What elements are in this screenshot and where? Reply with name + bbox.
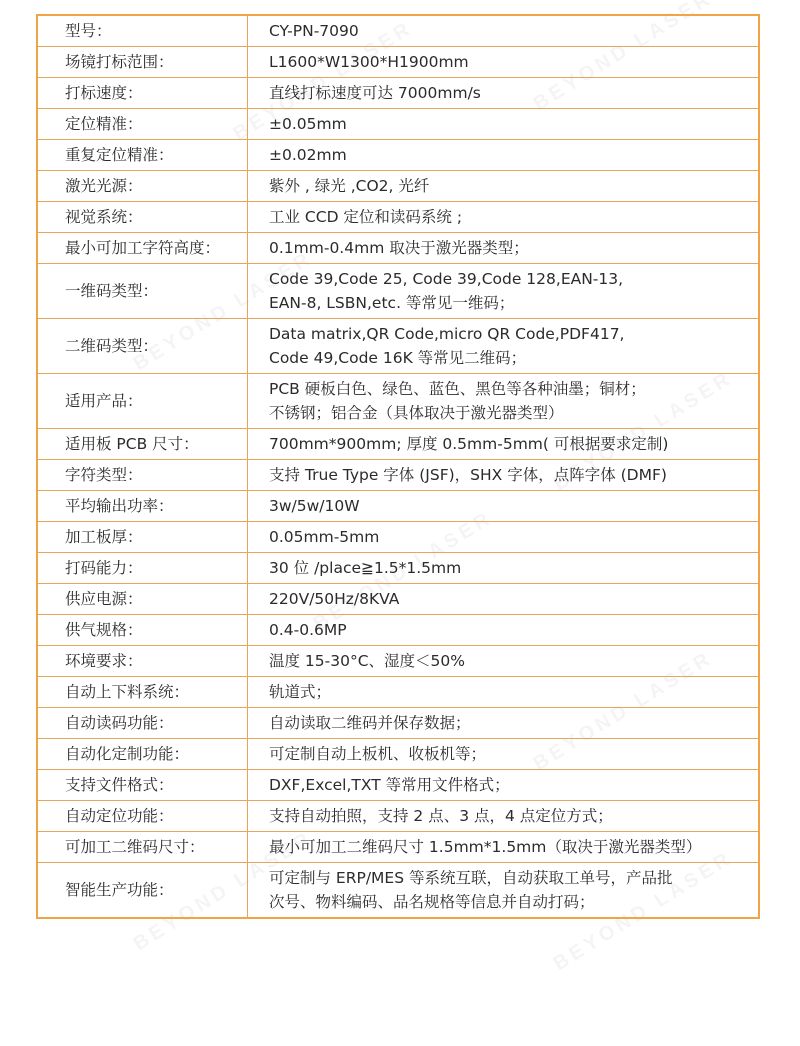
spec-row xyxy=(37,264,759,319)
spec-label: 供应电源： xyxy=(37,584,248,615)
spec-value xyxy=(248,615,760,646)
spec-label: 字符类型： xyxy=(37,460,248,491)
spec-value xyxy=(248,739,760,770)
spec-label: 型号： xyxy=(37,15,248,47)
spec-label: 激光光源： xyxy=(37,171,248,202)
spec-value-line: PCB 硬板白色、绿色、蓝色、黑色等各种油墨；铜材； xyxy=(269,380,646,398)
spec-value-line: 0.4-0.6MP xyxy=(269,621,347,639)
spec-row xyxy=(37,677,759,708)
spec-row xyxy=(37,584,759,615)
spec-value xyxy=(248,832,760,863)
spec-label: 支持文件格式： xyxy=(37,770,248,801)
spec-value xyxy=(248,140,760,171)
spec-value-line: 700mm*900mm; 厚度 0.5mm-5mm( 可根据要求定制) xyxy=(269,435,669,453)
spec-value-line: Code 39,Code 25, Code 39,Code 128,EAN-13, xyxy=(269,270,624,288)
spec-row xyxy=(37,429,759,460)
spec-value-line: 3w/5w/10W xyxy=(269,497,360,515)
spec-value xyxy=(248,109,760,140)
spec-row xyxy=(37,708,759,739)
spec-value xyxy=(248,460,760,491)
spec-row xyxy=(37,646,759,677)
spec-row xyxy=(37,171,759,202)
spec-value xyxy=(248,264,760,319)
spec-value xyxy=(248,863,760,919)
spec-label: 场镜打标范围： xyxy=(37,47,248,78)
spec-value-line: CY-PN-7090 xyxy=(269,22,359,40)
spec-value xyxy=(248,233,760,264)
spec-label: 定位精准： xyxy=(37,109,248,140)
spec-value-line: EAN-8, LSBN,etc. 等常见一维码； xyxy=(269,294,515,312)
spec-table xyxy=(36,14,760,919)
spec-label: 重复定位精准： xyxy=(37,140,248,171)
spec-value xyxy=(248,491,760,522)
spec-label: 自动上下料系统： xyxy=(37,677,248,708)
spec-label: 环境要求： xyxy=(37,646,248,677)
spec-value xyxy=(248,708,760,739)
spec-row xyxy=(37,233,759,264)
spec-value xyxy=(248,677,760,708)
spec-row xyxy=(37,319,759,374)
spec-value-line: 直线打标速度可达 7000mm/s xyxy=(269,84,481,102)
spec-row xyxy=(37,374,759,429)
spec-value-line: 220V/50Hz/8KVA xyxy=(269,590,400,608)
spec-value-line: 次号、物料编码、品名规格等信息并自动打码； xyxy=(269,893,595,911)
spec-value-line: 自动读取二维码并保存数据； xyxy=(269,714,471,732)
spec-value-line: ±0.05mm xyxy=(269,115,347,133)
spec-value-line: L1600*W1300*H1900mm xyxy=(269,53,469,71)
spec-row xyxy=(37,739,759,770)
spec-value-line: 轨道式； xyxy=(269,683,332,701)
spec-value-line: 最小可加工二维码尺寸 1.5mm*1.5mm（取决于激光器类型） xyxy=(269,838,702,856)
spec-row xyxy=(37,522,759,553)
spec-label: 最小可加工字符高度： xyxy=(37,233,248,264)
spec-value xyxy=(248,78,760,109)
spec-label: 自动定位功能： xyxy=(37,801,248,832)
spec-value-line: 支持 True Type 字体 (JSF)，SHX 字体，点阵字体 (DMF) xyxy=(269,466,667,484)
spec-value xyxy=(248,801,760,832)
spec-label: 打码能力： xyxy=(37,553,248,584)
spec-label: 自动化定制功能： xyxy=(37,739,248,770)
spec-row xyxy=(37,202,759,233)
spec-value-line: 0.1mm-0.4mm 取决于激光器类型； xyxy=(269,239,529,257)
spec-row xyxy=(37,801,759,832)
spec-label: 自动读码功能： xyxy=(37,708,248,739)
spec-row xyxy=(37,47,759,78)
spec-value-line: Data matrix,QR Code,micro QR Code,PDF417, xyxy=(269,325,625,343)
spec-value xyxy=(248,429,760,460)
spec-row xyxy=(37,863,759,919)
spec-label: 适用产品： xyxy=(37,374,248,429)
spec-row xyxy=(37,140,759,171)
spec-row xyxy=(37,615,759,646)
spec-row xyxy=(37,491,759,522)
spec-row xyxy=(37,109,759,140)
spec-value-line: Code 49,Code 16K 等常见二维码； xyxy=(269,349,527,367)
spec-value-line: 支持自动拍照，支持 2 点、3 点，4 点定位方式； xyxy=(269,807,613,825)
spec-row xyxy=(37,832,759,863)
spec-value xyxy=(248,584,760,615)
spec-value xyxy=(248,319,760,374)
spec-row xyxy=(37,15,759,47)
spec-value-line: 可定制与 ERP/MES 等系统互联，自动获取工单号，产品批 xyxy=(269,869,673,887)
spec-value xyxy=(248,646,760,677)
spec-value xyxy=(248,770,760,801)
spec-label: 适用板 PCB 尺寸： xyxy=(37,429,248,460)
spec-label: 视觉系统： xyxy=(37,202,248,233)
spec-row xyxy=(37,770,759,801)
spec-row xyxy=(37,78,759,109)
spec-row xyxy=(37,460,759,491)
spec-label: 加工板厚： xyxy=(37,522,248,553)
spec-value xyxy=(248,47,760,78)
spec-value-line: 工业 CCD 定位和读码系统 ; xyxy=(269,208,463,226)
spec-value-line: 紫外 , 绿光 ,CO2, 光纤 xyxy=(269,177,430,195)
spec-value-line: 可定制自动上板机、收板机等； xyxy=(269,745,487,763)
spec-label: 智能生产功能： xyxy=(37,863,248,919)
spec-value-line: 温度 15-30°C、湿度＜50% xyxy=(269,652,465,670)
spec-value xyxy=(248,374,760,429)
spec-label: 一维码类型： xyxy=(37,264,248,319)
spec-label: 打标速度： xyxy=(37,78,248,109)
spec-value-line: 不锈钢；铝合金（具体取决于激光器类型） xyxy=(269,404,564,422)
spec-value xyxy=(248,202,760,233)
spec-value xyxy=(248,15,760,47)
spec-row xyxy=(37,553,759,584)
spec-value-line: ±0.02mm xyxy=(269,146,347,164)
spec-value-line: 30 位 /place≧1.5*1.5mm xyxy=(269,559,462,577)
spec-label: 平均输出功率： xyxy=(37,491,248,522)
spec-value xyxy=(248,522,760,553)
spec-table-body xyxy=(37,15,759,918)
spec-value xyxy=(248,171,760,202)
spec-label: 可加工二维码尺寸： xyxy=(37,832,248,863)
spec-value-line: DXF,Excel,TXT 等常用文件格式； xyxy=(269,776,510,794)
spec-label: 供气规格： xyxy=(37,615,248,646)
spec-label: 二维码类型： xyxy=(37,319,248,374)
spec-value-line: 0.05mm-5mm xyxy=(269,528,380,546)
spec-value xyxy=(248,553,760,584)
